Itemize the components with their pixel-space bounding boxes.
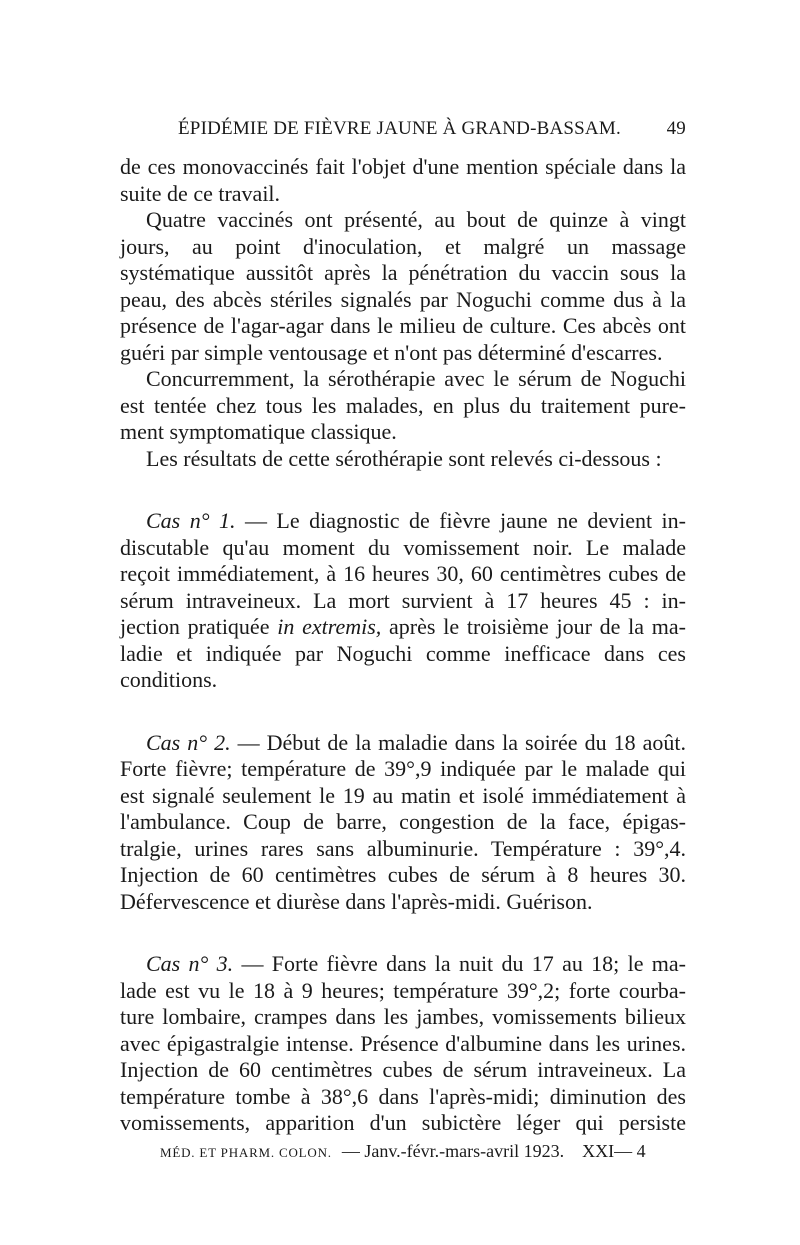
body-text — [120, 154, 686, 1137]
text-line: ture lombaire, crampes dans les jambes, vomissements bilieux — [120, 1004, 686, 1029]
running-head-title: ÉPIDÉMIE DE FIÈVRE JAUNE À GRAND-BASSAM. — [178, 118, 621, 139]
text-line: simple ventousage et n'ont pas déterminé d'escarres. — [204, 339, 663, 365]
running-head — [120, 118, 686, 146]
text-line: ladie et indiquée par Noguchi comme inefficace dans ces — [120, 640, 686, 666]
text-line: tralgie, urines rares sans albuminurie. Température : 39°,4. — [120, 835, 686, 861]
footer-date: — Janv.-févr.-mars-avril 1923. — [341, 1141, 565, 1161]
text-line: avec épigastralgie intense. Présence d'albumine dans les urines. — [120, 1030, 686, 1056]
text-line: de sérum intraveineux. La mort survient à 17 heures 45 : in- — [120, 561, 687, 613]
page-footer — [160, 1141, 680, 1167]
paragraph-serotherapy — [120, 366, 686, 446]
text-line: est signalé seulement le 19 au matin et isolé immédiatement — [120, 782, 669, 808]
paragraph-results-intro — [120, 446, 686, 473]
spacer — [120, 472, 686, 508]
case-2 — [120, 730, 686, 916]
text-line: Forte fièvre; température de 39°,9 indiquée par le malade qui — [120, 756, 686, 781]
case-1-label: Cas n° 1. — [146, 508, 236, 533]
footer-signature: XXI— 4 — [582, 1141, 646, 1161]
text-line: après le troisième jour de la ma- — [389, 614, 686, 639]
spacer — [120, 694, 686, 730]
text-line: aussitôt après la pénétration du vaccin sous la peau, des abcès — [120, 260, 686, 312]
text-line: lade est vu le 18 à 9 heures; température 39°,2; forte courba- — [120, 977, 686, 1003]
text-line: au point d'inoculation, et malgré un massage systématique — [120, 233, 687, 285]
text-line: — Début de la maladie dans la soirée du 18 août. — [237, 729, 686, 755]
text-line: température tombe à 38°,6 dans l'après-midi; diminution des — [120, 1083, 686, 1109]
text-line: discutable qu'au moment du vomissement noir. Le malade — [120, 534, 686, 560]
text-line: jection pratiquée — [120, 614, 270, 639]
page-number: 49 — [666, 118, 686, 139]
text-line: reçoit immédiatement, à 16 heures 30, 60 centimètres cubes — [120, 561, 659, 586]
text-line: est tentée chez tous les malades, en plus du traitement pure- — [120, 392, 686, 418]
text-line: Concurremment, la sérothérapie avec le sérum de Noguchi — [146, 366, 686, 391]
spacer — [120, 915, 686, 951]
case-1 — [120, 508, 686, 694]
footer-journal: MÉD. ET PHARM. COLON. — [160, 1145, 332, 1160]
case-3-label: Cas n° 3. — [146, 951, 234, 976]
text-line: ment symptomatique classique. — [120, 419, 397, 444]
paragraph-continuation — [120, 154, 686, 207]
case-3 — [120, 951, 686, 1137]
paragraph-abscesses — [120, 207, 686, 366]
text-line: — Forte fièvre dans la nuit du 17 au 18; le ma- — [241, 951, 686, 976]
text-line: vomissements, apparition d'un subictère léger qui persiste — [120, 1110, 686, 1135]
text-line: de ces monovaccinés fait l'objet d'une mention spéciale dans la — [120, 154, 686, 179]
text-line: Injection de 60 centimètres cubes de sérum intraveineux. La — [120, 1057, 686, 1082]
text-line: suite de ce travail. — [120, 180, 281, 206]
text-line: — Le diagnostic de fièvre jaune ne devient in- — [244, 508, 686, 533]
text-line: stériles signalés par Noguchi comme dus à la présence de — [120, 286, 686, 338]
text-line: Les résultats de cette sérothérapie sont relevés ci-dessous : — [146, 445, 662, 471]
case-2-label: Cas n° 2. — [146, 729, 231, 755]
italic-phrase: in extremis, — [277, 614, 382, 639]
text-line: Quatre vaccinés ont présenté, au bout de quinze à vingt jours, — [120, 207, 686, 259]
text-line: Défervescence et diurèse dans l'après-midi. Guérison. — [120, 888, 593, 914]
text-line: l'agar-agar dans le milieu de culture. Ces abcès ont guéri par — [120, 313, 687, 365]
text-line: Injection de 60 centimètres cubes de sérum à 8 heures 30. — [120, 862, 686, 887]
text-line: conditions. — [120, 667, 218, 692]
text-line: à l'ambulance. Coup de barre, congestion de la face, épigas- — [120, 782, 687, 834]
